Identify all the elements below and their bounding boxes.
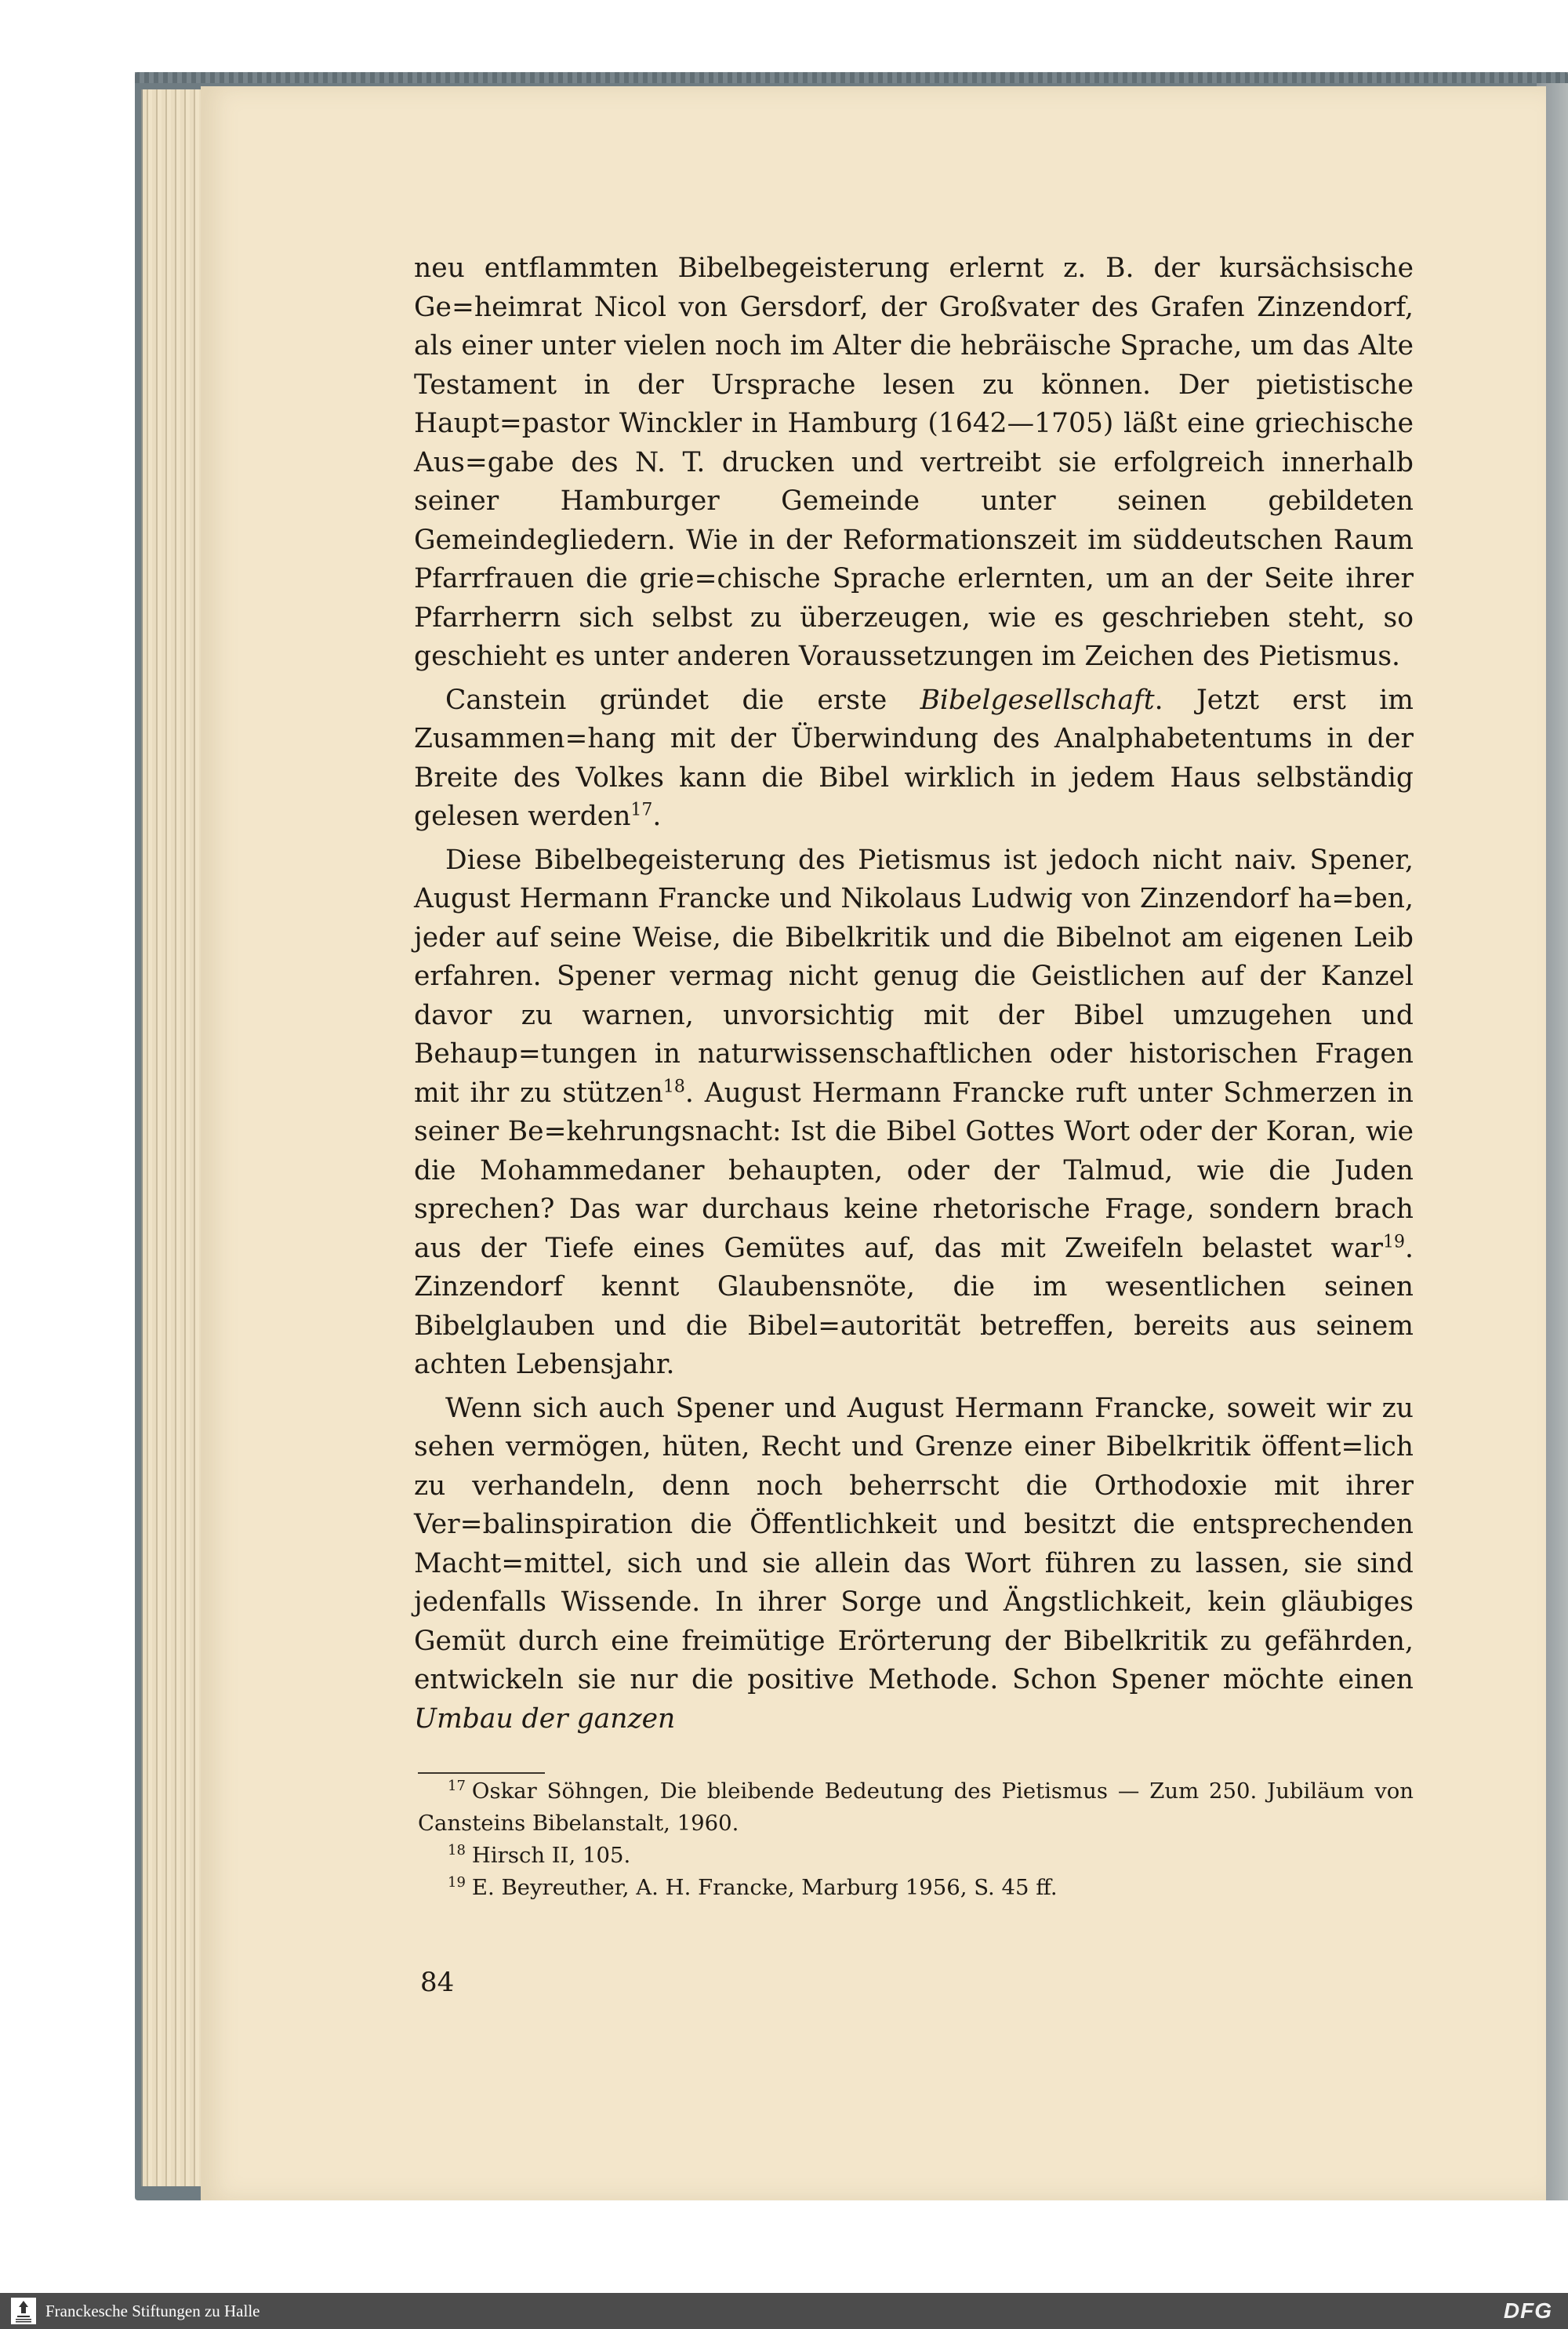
footnote-number: 18 bbox=[448, 1841, 466, 1858]
italic-text: Umbau der ganzen bbox=[414, 1702, 676, 1735]
footnote bbox=[418, 1775, 1414, 1840]
text-run: . August Hermann Francke ruft unter Schmerzen in seiner Be=kehrungsnacht: Ist die Bibel Gottes Wort oder der Koran, wie die Mohammedaner behaupten, oder der Talmud, wie die Juden sprechen? Das war durchaus keine rhetorische Frage, sondern brach aus der Tiefe eines Gemütes auf, das mit Zweifeln belastet war bbox=[414, 1077, 1414, 1264]
footnote-number: 17 bbox=[448, 1777, 466, 1794]
text-run: Canstein gründet die erste bbox=[445, 684, 920, 716]
footnote bbox=[418, 1840, 1414, 1872]
cover-top-edge bbox=[135, 72, 1568, 83]
footnote-reference: 18 bbox=[662, 1077, 685, 1096]
page-stack-edges bbox=[141, 89, 202, 2186]
italic-text: Bibelgesellschaft bbox=[920, 684, 1155, 716]
footnote bbox=[418, 1872, 1414, 1904]
institution-logo-icon bbox=[11, 2298, 36, 2324]
footnote-number: 19 bbox=[448, 1873, 466, 1891]
text-run: Wenn sich auch Spener und August Hermann Francke, soweit wir zu sehen vermögen, hüten, Recht und Grenze einer Bibelkritik öffent=lich zu verhandeln, denn noch beherrscht die Orthodoxie mit ihrer Ver=balinspiration die Öffentlichkeit und besitzt die entsprechenden Macht=mittel, sich und sie allein das Wort führen zu lassen, sie sind jedenfalls Wissende. In ihrer Sorge und Ängstlichkeit, kein gläubiges Gemüt durch eine freimütige Erörterung der Bibelkritik zu gefährden, entwickeln sie nur die positive Methode. Schon Spener möchte einen bbox=[414, 1392, 1414, 1695]
text-run: . Zinzendorf kennt Glaubensnöte, die im wesentlichen seinen Bibelglauben und die Bibel=autorität betreffen, bereits aus seinem achten Lebensjahr. bbox=[414, 1232, 1414, 1380]
footnote-reference: 19 bbox=[1383, 1232, 1406, 1252]
footnote-divider bbox=[418, 1772, 545, 1774]
text-run: neu entflammten Bibelbegeisterung erlernt z. B. der kursächsische Ge=heimrat Nicol von Gersdorf, der Großvater des Grafen Zinzendorf, als einer unter vielen noch im Alter die hebräische Sprache, um das Alte Testament in der Ursprache lesen zu können. Der pietistische Haupt=pastor Winckler in Hamburg (1642—1705) läßt eine griechische Aus=gabe des N. T. drucken und vertreibt sie erfolgreich innerhalb seiner Hamburger Gemeinde unter seinen gebildeten Gemeindegliedern. Wie in der Reformationszeit im süddeutschen Raum Pfarrfrauen die grie=chische Sprache erlernten, um an der Seite ihrer Pfarrherrn sich selbst zu überzeugen, wie es geschrieben steht, so geschieht es unter anderen Voraussetzungen im Zeichen des Pietismus. bbox=[414, 253, 1414, 672]
paragraph bbox=[414, 1390, 1414, 1739]
text-run: . Jetzt erst im Zusammen=hang mit der Überwindung des Analphabetentums in der Breite des Volkes kann die Bibel wirklich in jedem Haus selbständig gelesen werden bbox=[414, 684, 1414, 832]
archive-footer-bar bbox=[0, 2293, 1568, 2329]
text-run: Diese Bibelbegeisterung des Pietismus ist jedoch nicht naiv. Spener, August Hermann Francke und Nikolaus Ludwig von Zinzendorf ha=ben, jeder auf seine Weise, die Bibelkritik und die Bibelnot am eigenen Leib erfahren. Spener vermag nicht genug die Geistlichen auf der Kanzel davor zu warnen, unvorsichtig mit der Bibel umzugehen und Behaup=tungen in naturwissenschaftlichen oder historischen Fragen mit ihr zu stützen bbox=[414, 844, 1414, 1109]
paragraph bbox=[414, 249, 1414, 677]
text-run: . bbox=[652, 801, 662, 832]
footnotes bbox=[418, 1775, 1414, 1904]
body-text bbox=[414, 249, 1414, 1739]
institution-name: Franckesche Stiftungen zu Halle bbox=[45, 2302, 260, 2320]
footnote-text: Hirsch II, 105. bbox=[471, 1843, 631, 1868]
footnote-reference: 17 bbox=[630, 800, 653, 820]
sponsor-logo: DFG bbox=[1503, 2298, 1552, 2323]
paragraph bbox=[414, 681, 1414, 837]
page-number: 84 bbox=[420, 1967, 455, 1998]
footnote-text: Oskar Söhngen, Die bleibende Bedeutung des Pietismus — Zum 250. Jubiläum von Cansteins Bibelanstalt, 1960. bbox=[418, 1779, 1414, 1836]
footnote-text: E. Beyreuther, A. H. Francke, Marburg 1956, S. 45 ff. bbox=[471, 1875, 1058, 1900]
paragraph bbox=[414, 841, 1414, 1385]
